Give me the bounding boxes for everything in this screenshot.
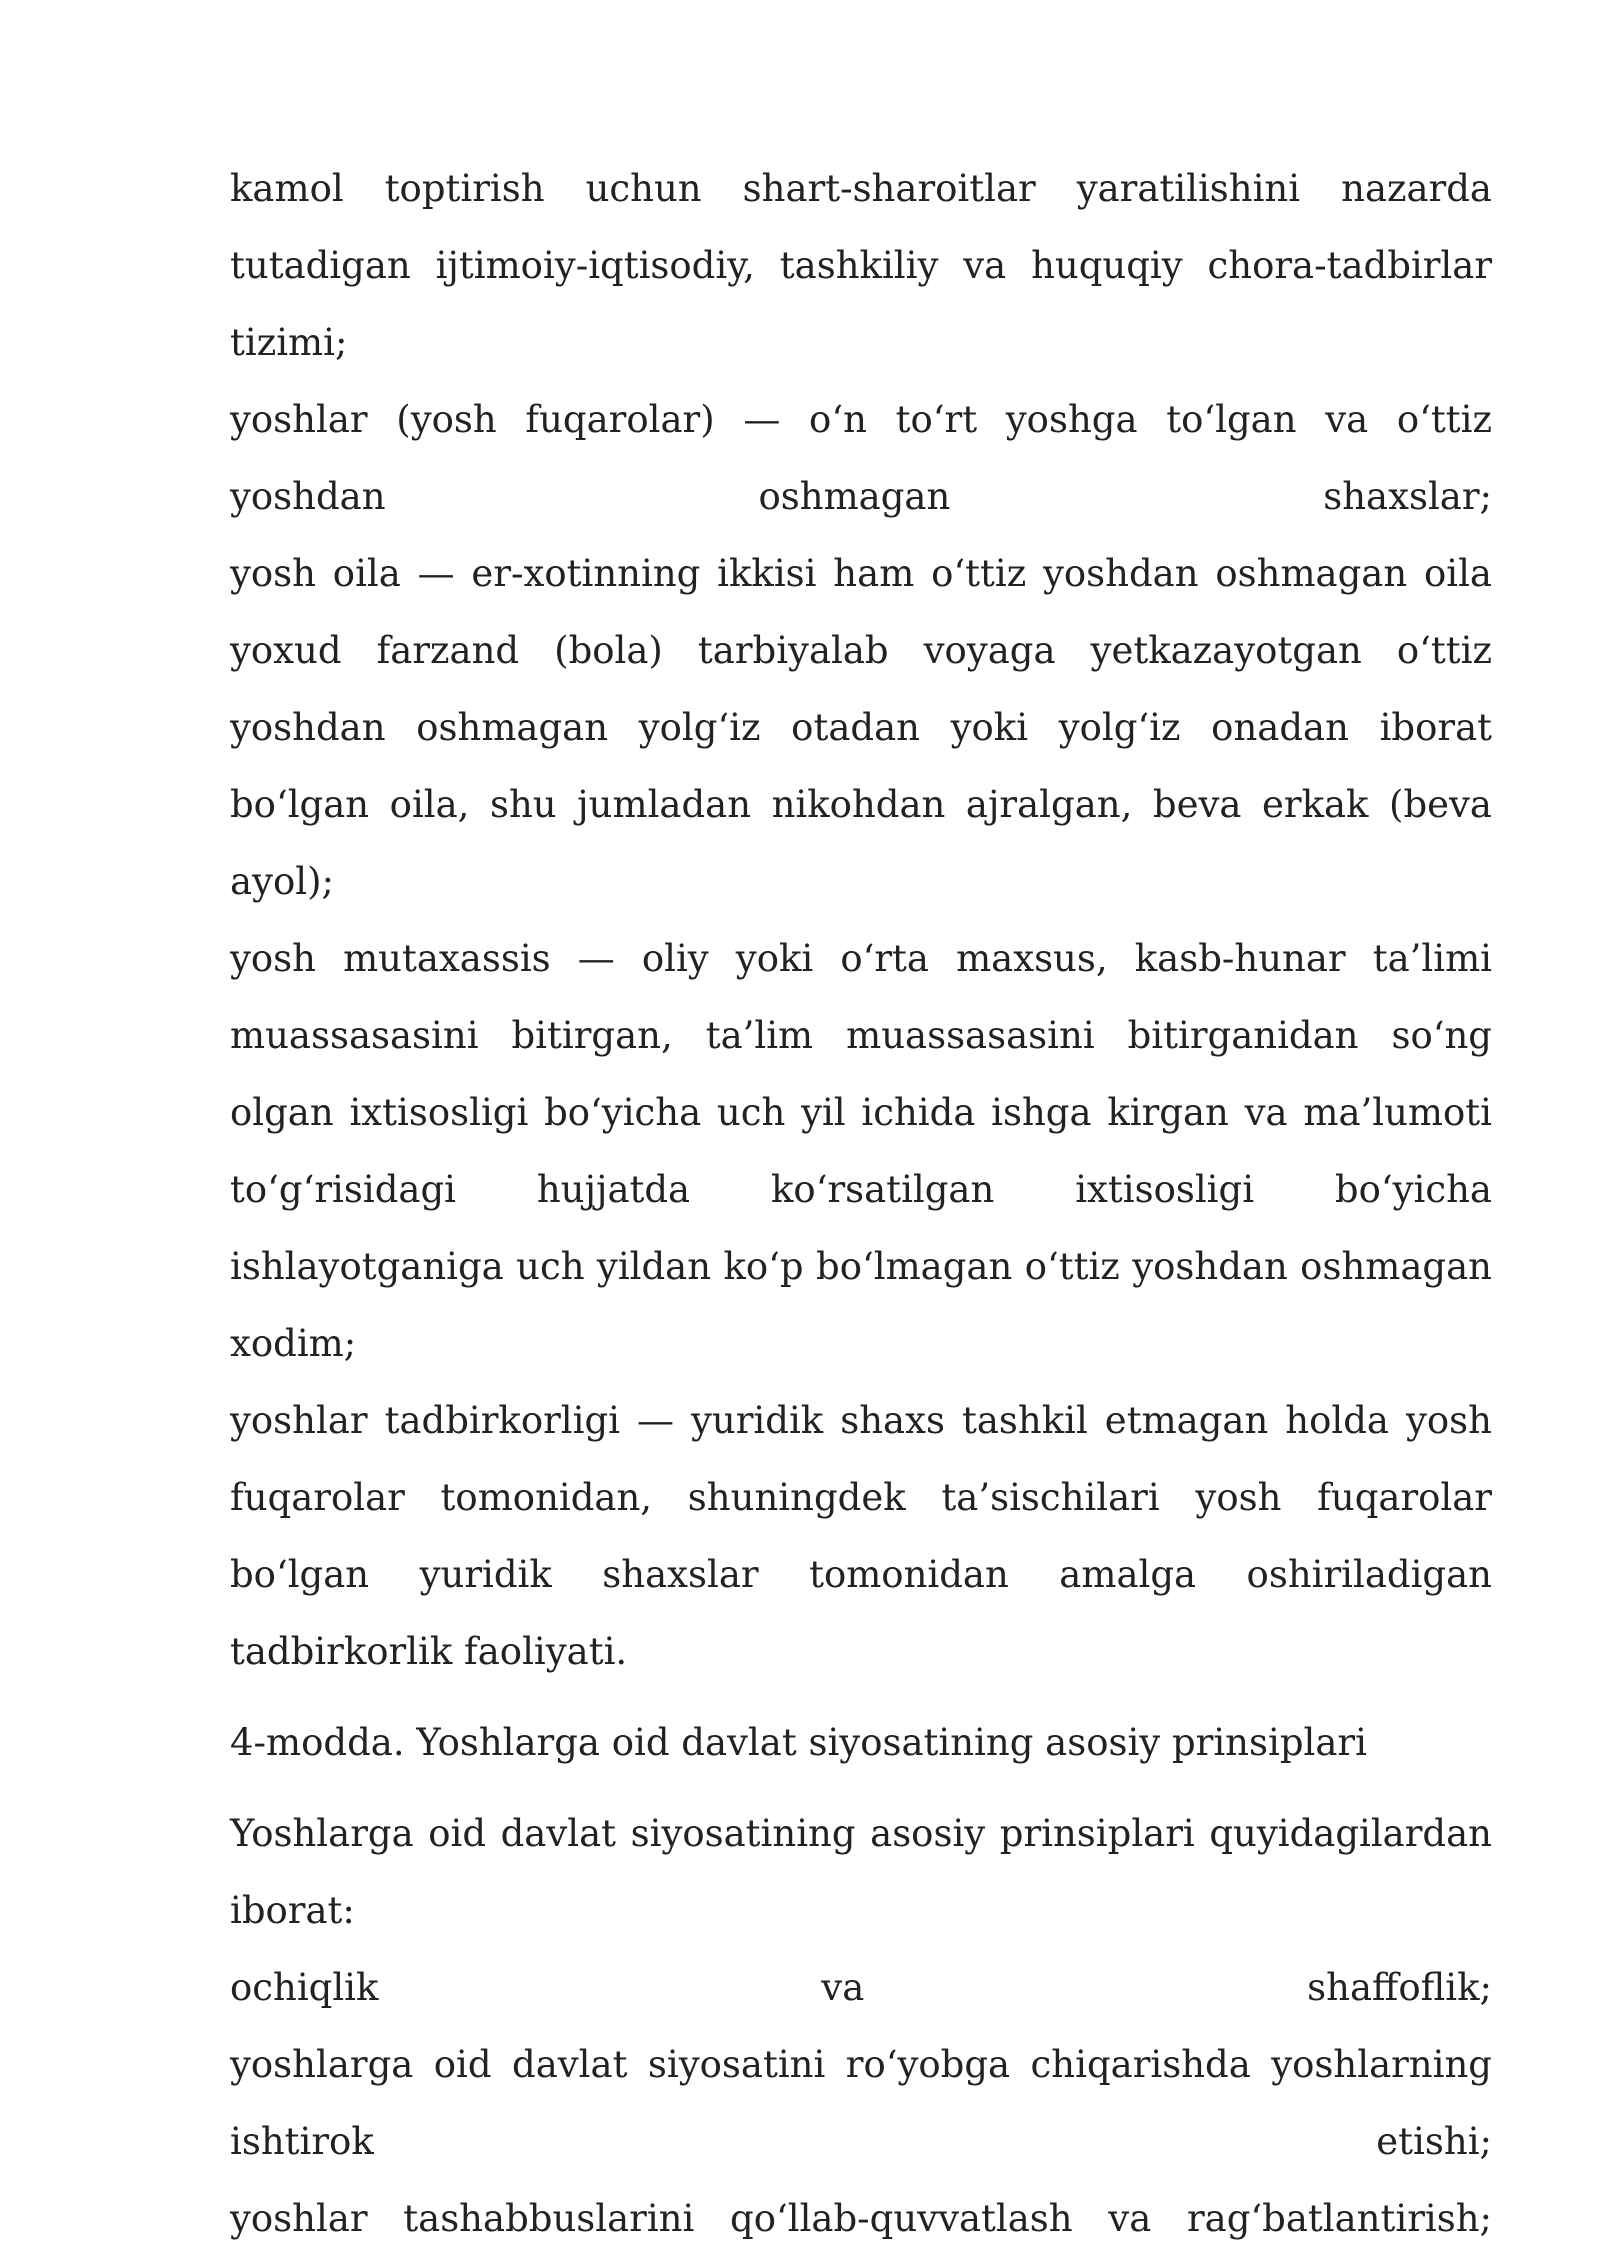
article-intro: Yoshlarga oid davlat siyosatining asosiy prinsiplari quyidagilardan iborat: <box>230 1812 1492 1932</box>
article-heading-block <box>230 1704 1492 1781</box>
definition-paragraph: yoshlar (yosh fuqarolar) — o‘n to‘rt yoshga to‘lgan va o‘ttiz yoshdan oshmagan shaxslar; <box>230 398 1492 518</box>
definition-paragraph: yoshlar tadbirkorligi — yuridik shaxs tashkil etmagan holda yosh fuqarolar tomonidan, shuningdek ta’sischilari yosh fuqarolar bo‘lgan yuridik shaxslar tomonidan amalga oshiriladigan tadbirkorlik faoliyati. <box>230 1399 1492 1673</box>
definition-paragraph: yosh mutaxassis — oliy yoki o‘rta maxsus, kasb-hunar ta’limi muassasasini bitirgan, ta’lim muassasasini bitirganidan so‘ng olgan ixtisosligi bo‘yicha uch yil ichida ishga kirgan va ma’lumoti to‘g‘risidagi hujjatda ko‘rsatilgan ixtisosligi bo‘yicha ishlayotganiga uch yildan ko‘p bo‘lmagan o‘ttiz yoshdan oshmagan xodim; <box>230 937 1492 1365</box>
article-heading: 4-modda. Yoshlarga oid davlat siyosatining asosiy prinsiplari <box>230 1721 1367 1764</box>
definition-paragraph: kamol toptirish uchun shart-sharoitlar yaratilishini nazarda tutadigan ijtimoiy-iqtisodiy, tashkiliy va huquqiy chora-tadbirlar tizimi; <box>230 167 1492 364</box>
document-page <box>230 150 1492 2257</box>
principle-item: yoshlarga oid davlat siyosatini ro‘yobga chiqarishda yoshlarning ishtirok etishi; <box>230 2043 1492 2163</box>
principle-item: ochiqlik va shaffoflik; <box>230 1966 1492 2009</box>
definitions-block <box>230 150 1492 1690</box>
principle-item: yoshlar tashabbuslarini qo‘llab-quvvatlash va rag‘batlantirish; <box>230 2197 1492 2240</box>
definition-paragraph: yosh oila — er-xotinning ikkisi ham o‘ttiz yoshdan oshmagan oila yoxud farzand (bola) tarbiyalab voyaga yetkazayotgan o‘ttiz yoshdan oshmagan yolg‘iz otadan yoki yolg‘iz onadan iborat bo‘lgan oila, shu jumladan nikohdan ajralgan, beva erkak (beva ayol); <box>230 552 1492 903</box>
principles-block <box>230 1795 1492 2257</box>
